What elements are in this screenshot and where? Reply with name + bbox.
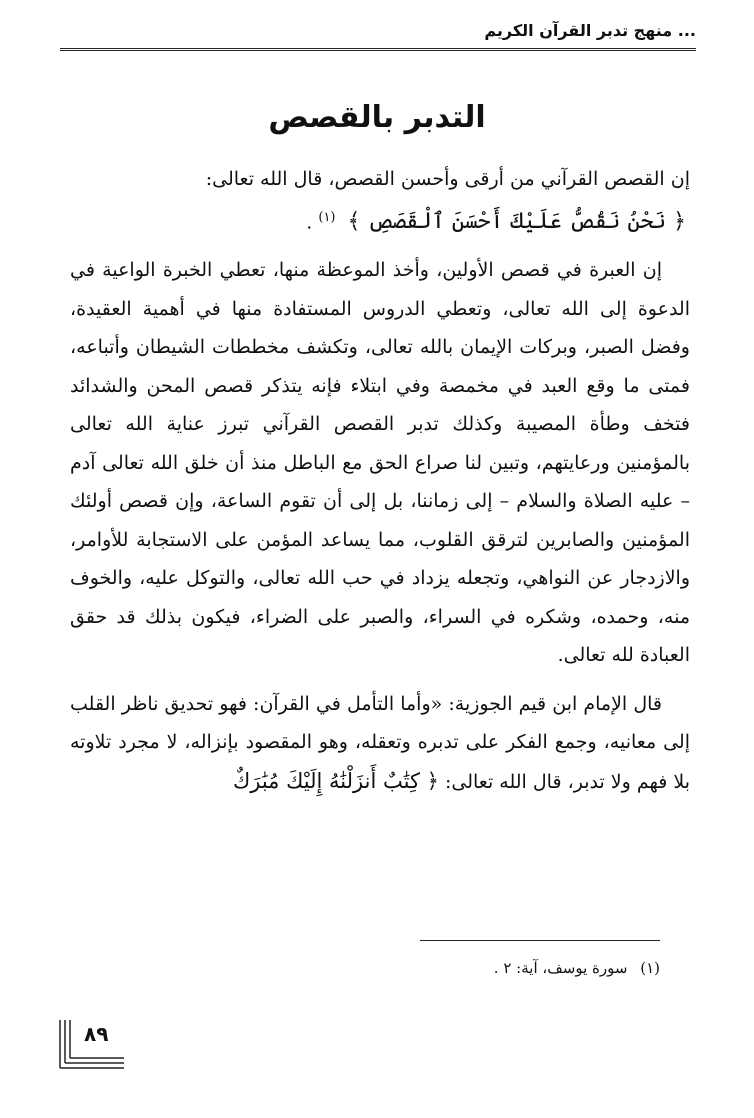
page-number: ٨٩ xyxy=(84,1022,109,1046)
header-rule xyxy=(60,48,696,51)
paragraph-1-end: . xyxy=(306,210,313,233)
paragraph-3-text: قال الإمام ابن قيم الجوزية: «وأما التأمل في القرآن: فهو تحديق ناظر القلب إلى معانيه، وجمع الفكر على تدبره وتعقله، وهو المقصود بإنزاله، لا مجرد تلاوته بلا فهم ولا تدبر، قال الله تعالى: xyxy=(70,692,690,793)
section-title: التدبر بالقصص xyxy=(268,100,486,135)
footnote-text: سورة يوسف، آية: ٢ . xyxy=(493,959,628,977)
quran-verse: ﴿ نَحْنُ نَقُصُّ عَلَيْكَ أَحْسَنَ ٱلْقَصَصِ ﴾ xyxy=(347,208,686,234)
paragraph-3 xyxy=(70,685,690,802)
paragraph-2: إن العبرة في قصص الأولين، وأخذ الموعظة منها، تعطي الخبرة الواعية في الدعوة إلى الله تعالى، وتعطي الدروس المستفادة منها في أهمية العقيدة، وفضل الصبر، وبركات الإيمان بالله تعالى، وتكشف مخططات الشيطان وأتباعه، فمتى ما وقع العبد في مخمصة وفي ابتلاء فإنه يتذكر قصص المحن والشدائد فتخف وطأة المصيبة وكذلك تدبر القصص القرآني تبرز عناية الله تعالى بالمؤمنين ورعايتهم، وتبين لنا صراع الحق مع الباطل منذ أن خلق الله تعالى آدم – عليه الصلاة والسلام – إلى زماننا، بل إلى أن تقوم الساعة، وإن قصص أولئك المؤمنين والصابرين لترقق القلوب، مما يساعد المؤمن على الاستجابة للأوامر، والازدجار عن النواهي، وتجعله يزداد في حب الله تعالى، والتوكل عليه، والخوف منه، وحمده، وشكره في السراء، والصبر على الضراء، فيكون بذلك قد حقق العبادة لله تعالى. xyxy=(70,259,690,667)
footnote-rule xyxy=(420,940,660,941)
footnote-number: (١) xyxy=(640,959,660,977)
footnote xyxy=(360,956,660,980)
running-header: ... منهج تدبر القرآن الكريم xyxy=(484,21,696,40)
quran-verse-continued: ﴿ كِتَٰبٌ أَنزَلْنَٰهُ إِلَيْكَ مُبَٰرَكٌ xyxy=(232,768,439,793)
paragraph-1-text: إن القصص القرآني من أرقى وأحسن القصص، قال الله تعالى: xyxy=(205,168,690,190)
body-text xyxy=(70,160,690,811)
paragraph-1 xyxy=(70,160,690,241)
footnote-reference: (١) xyxy=(318,209,336,225)
